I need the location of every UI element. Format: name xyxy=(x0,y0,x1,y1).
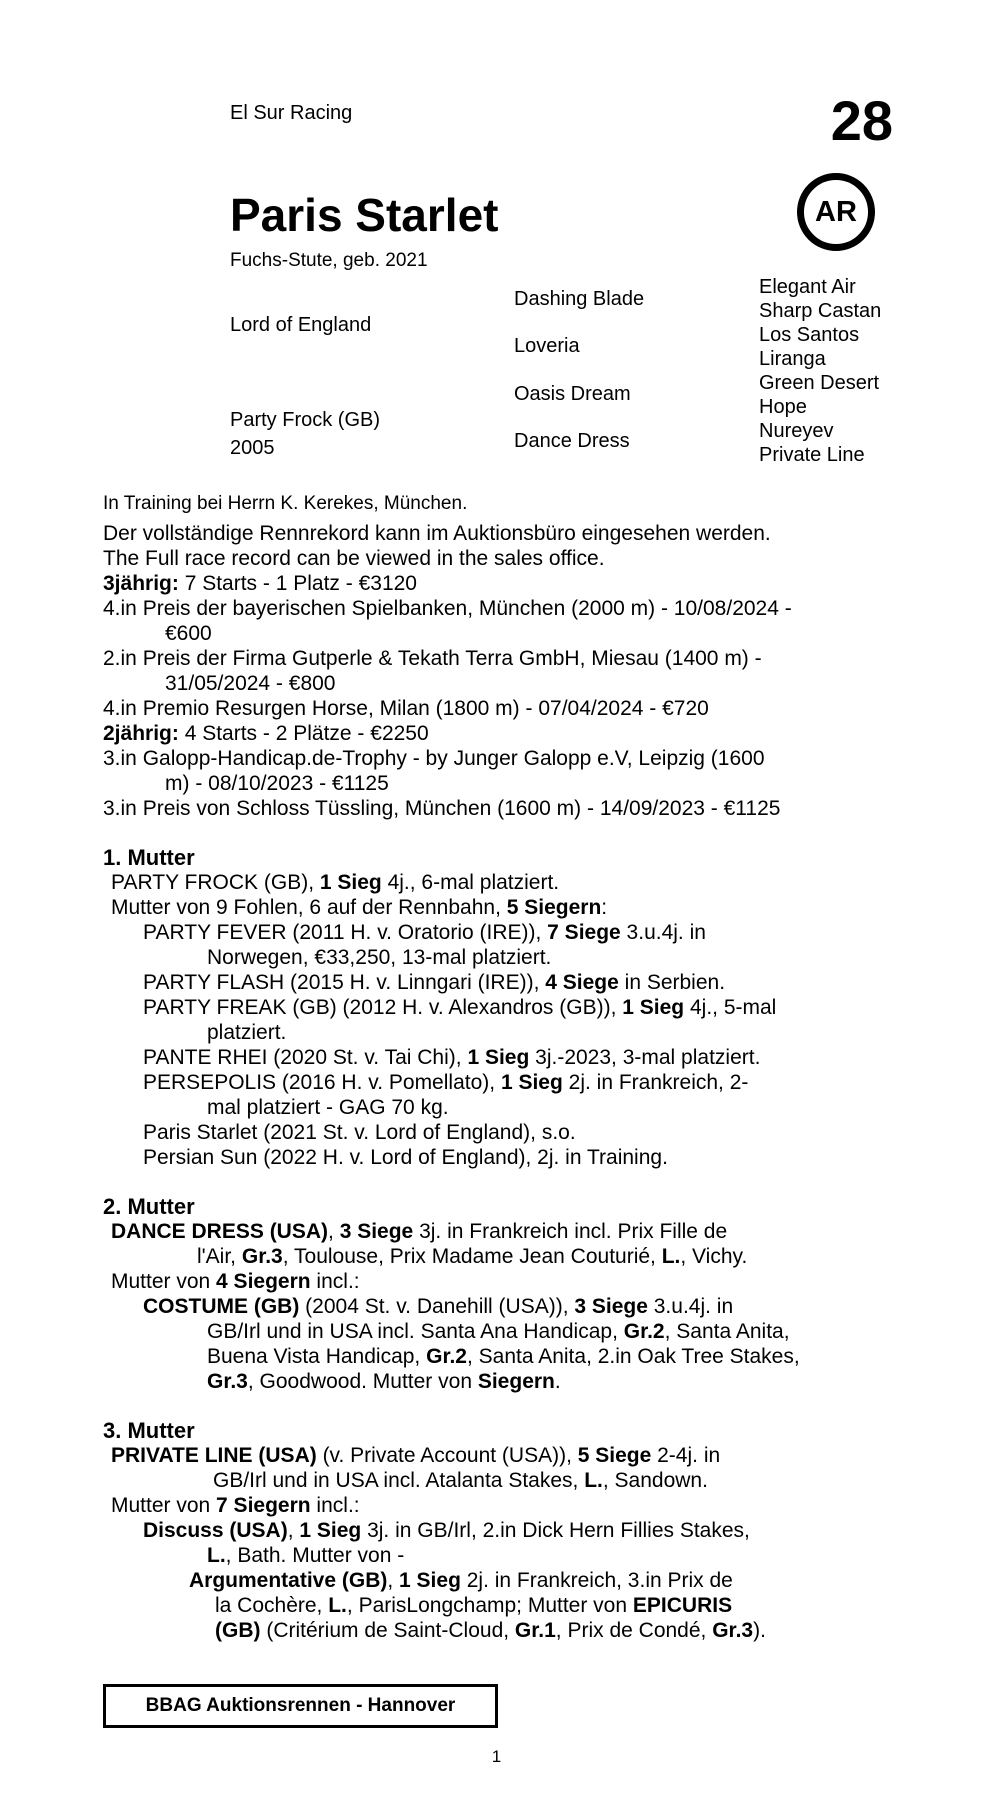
race-result-cont: €600 xyxy=(165,622,212,645)
age3-label: 3jährig: xyxy=(103,572,179,595)
discuss-entry: Discuss (USA), 1 Sieg 3j. in GB/Irl, 2.in Dick Hern Fillies Stakes, xyxy=(143,1519,750,1542)
age2-label: 2jährig: xyxy=(103,722,179,745)
catalogue-body xyxy=(103,491,896,1643)
costume-entry-cont: GB/Irl und in USA incl. Santa Ana Handicap, Gr.2, Santa Anita, xyxy=(207,1320,790,1343)
race-result: 4.in Preis der bayerischen Spielbanken, München (2000 m) - 10/08/2024 - xyxy=(103,597,792,620)
foal-entry: PARTY FLASH (2015 H. v. Linngari (IRE)), 4 Siege in Serbien. xyxy=(143,971,726,994)
dam1-line2: Mutter von 9 Fohlen, 6 auf der Rennbahn, 5 Siegern: xyxy=(111,896,608,919)
foal-entry: PANTE RHEI (2020 St. v. Tai Chi), 1 Sieg 3j.-2023, 3-mal platziert. xyxy=(143,1046,761,1069)
age3-stats: 7 Starts - 1 Platz - €3120 xyxy=(178,572,417,595)
costume-entry-cont: Gr.3, Goodwood. Mutter von Siegern. xyxy=(207,1370,561,1393)
race-result: 3.in Preis von Schloss Tüssling, München (1600 m) - 14/09/2023 - €1125 xyxy=(103,797,781,820)
dam-year: 2005 xyxy=(230,437,275,459)
pedigree-gen3-item: Hope xyxy=(759,396,807,418)
pedigree-gen3-item: Elegant Air xyxy=(759,276,856,298)
foal-entry: PERSEPOLIS (2016 H. v. Pomellato), 1 Sieg 2j. in Frankreich, 2- xyxy=(143,1071,749,1094)
record-note-de: Der vollständige Rennrekord kann im Auktionsbüro eingesehen werden. xyxy=(103,522,771,545)
age3-summary xyxy=(103,571,896,596)
foal-entry: PARTY FREAK (GB) (2012 H. v. Alexandros (GB)), 1 Sieg 4j., 5-mal xyxy=(143,996,777,1019)
dam3-heading: 3. Mutter xyxy=(103,1418,195,1443)
horse-name: Paris Starlet xyxy=(230,189,499,241)
dam3-produce: Mutter von 7 Siegern incl.: xyxy=(111,1494,360,1517)
pedigree-gen3-item: Private Line xyxy=(759,444,865,466)
pedigree-gen2-item: Loveria xyxy=(514,335,580,357)
costume-entry: COSTUME (GB) (2004 St. v. Danehill (USA)), 3 Siege 3.u.4j. in xyxy=(143,1295,734,1318)
dam1-heading: 1. Mutter xyxy=(103,845,195,870)
discuss-entry-cont: L., Bath. Mutter von - xyxy=(207,1544,405,1567)
training-note: In Training bei Herrn K. Kerekes, München. xyxy=(103,493,468,514)
pedigree-gen3-item: Los Santos xyxy=(759,324,860,346)
dam3-line-cont: GB/Irl und in USA incl. Atalanta Stakes, L., Sandown. xyxy=(213,1469,708,1492)
dam2-heading: 2. Mutter xyxy=(103,1194,195,1219)
argumentative-entry-cont: (GB) (Critérium de Saint-Cloud, Gr.1, Prix de Condé, Gr.3). xyxy=(215,1619,766,1642)
consignor: El Sur Racing xyxy=(230,102,353,124)
race-result: 3.in Galopp-Handicap.de-Trophy - by Junger Galopp e.V, Leipzig (1600 xyxy=(103,747,765,770)
pedigree-gen2-item: Dashing Blade xyxy=(514,288,645,310)
page-number: 1 xyxy=(491,1747,502,1766)
dam2-line-cont: l'Air, Gr.3, Toulouse, Prix Madame Jean Couturié, L., Vichy. xyxy=(197,1245,748,1268)
dam2-produce: Mutter von 4 Siegern incl.: xyxy=(111,1270,360,1293)
record-note-en: The Full race record can be viewed in the sales office. xyxy=(103,547,605,570)
pedigree-gen2-item: Oasis Dream xyxy=(514,383,631,405)
dam2-line: DANCE DRESS (USA), 3 Siege 3j. in Frankreich incl. Prix Fille de xyxy=(111,1220,728,1243)
dam1-line1: PARTY FROCK (GB), 1 Sieg 4j., 6-mal platziert. xyxy=(111,871,560,894)
race-result-cont: 31/05/2024 - €800 xyxy=(165,672,336,695)
pedigree-gen2-item: Dance Dress xyxy=(514,430,630,452)
ar-badge xyxy=(797,173,875,251)
argumentative-entry: Argumentative (GB), 1 Sieg 2j. in Frankreich, 3.in Prix de xyxy=(189,1569,733,1592)
race-result-cont: m) - 08/10/2023 - €1125 xyxy=(165,772,389,795)
foal-entry-cont: platziert. xyxy=(207,1021,287,1044)
race-result: 2.in Preis der Firma Gutperle & Tekath Terra GmbH, Miesau (1400 m) - xyxy=(103,647,762,670)
race-eligibility-label: BBAG Auktionsrennen - Hannover xyxy=(145,1695,456,1716)
horse-description: Fuchs-Stute, geb. 2021 xyxy=(230,250,428,271)
race-result: 4.in Premio Resurgen Horse, Milan (1800 m) - 07/04/2024 - €720 xyxy=(103,697,709,720)
foal-entry-cont: Norwegen, €33,250, 13-mal platziert. xyxy=(207,946,552,969)
argumentative-entry-cont: la Cochère, L., ParisLongchamp; Mutter von EPICURIS xyxy=(215,1594,733,1617)
foal-entry: PARTY FEVER (2011 H. v. Oratorio (IRE)), 7 Siege 3.u.4j. in xyxy=(143,921,706,944)
pedigree-gen3-item: Sharp Castan xyxy=(759,300,882,322)
foal-entry: Paris Starlet (2021 St. v. Lord of England), s.o. xyxy=(143,1121,576,1144)
dam3-line: PRIVATE LINE (USA) (v. Private Account (USA)), 5 Siege 2-4j. in xyxy=(111,1444,721,1467)
foal-entry: Persian Sun (2022 H. v. Lord of England), 2j. in Training. xyxy=(143,1146,668,1169)
foal-entry-cont: mal platziert - GAG 70 kg. xyxy=(207,1096,449,1119)
race-eligibility-box xyxy=(103,1684,498,1728)
age2-stats: 4 Starts - 2 Plätze - €2250 xyxy=(178,722,429,745)
lot-number: 28 xyxy=(830,89,893,152)
pedigree-gen3-item: Green Desert xyxy=(759,372,880,394)
pedigree-gen3-item: Nureyev xyxy=(759,420,834,442)
costume-entry-cont: Buena Vista Handicap, Gr.2, Santa Anita, 2.in Oak Tree Stakes, xyxy=(207,1345,800,1368)
sire: Lord of England xyxy=(230,314,372,336)
ar-badge-label: AR xyxy=(815,195,857,228)
dam: Party Frock (GB) xyxy=(230,409,381,431)
age2-summary xyxy=(103,721,896,746)
pedigree-gen3-item: Liranga xyxy=(759,348,826,370)
